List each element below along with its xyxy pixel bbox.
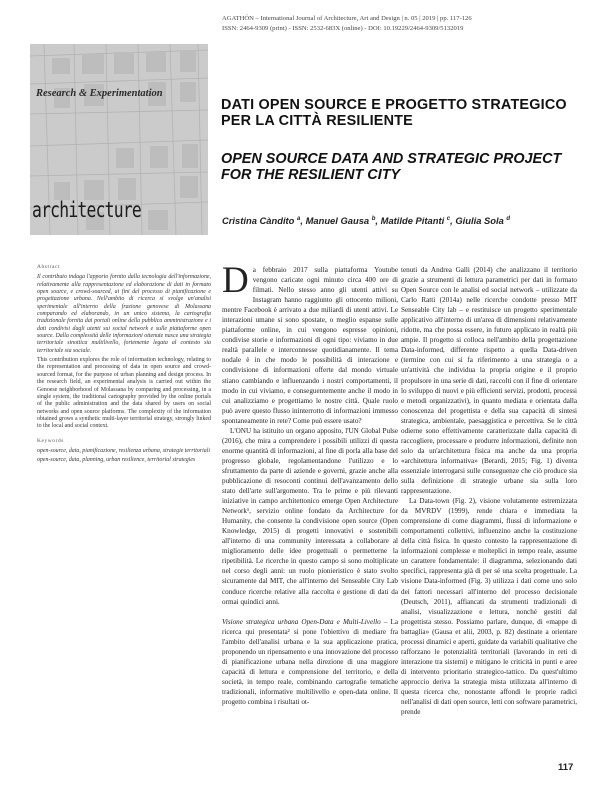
subsection-title: Visione strategica urbana Open-Data e Multi-Livello — [222, 617, 381, 626]
author-name: Giulia Sola — [455, 215, 504, 226]
author-name: Manuel Gausa — [305, 215, 370, 226]
author-affiliation: b — [371, 215, 376, 222]
section-label: Research & Experimentation — [36, 88, 163, 99]
author-affiliation: d — [506, 215, 511, 222]
body-paragraph: La Data-town (Fig. 2), visione volutamente estremizzata da MVRDV (1999), rende chiara e immediata la comprensione di come diagrammi, flussi di informazione e comportamenti collettivi, influenzino anche la costituzione della città fisica. In questo contesto la rappresentazione di informazioni complesse e molteplici in tempo reale, assume un carattere fondamentale: il diagramma, selezionando dati specifici, rappresenta già di per sé una scelta progettuale. La visione Data-informed (Fig. 3) utilizza i dati come uno solo dei fattori necessari all'interno del processo decisionale (Deutsch, 2011), affiancati da strumenti tradizionali di analisi, visualizzazione e lettura, nonché gestiti dal progettista stesso. Possiamo parlare, dunque, di «mappe di battaglia» (Gausa et alii, 2003, p. 82) destinate a orientare processi dinamici e aperti, guidate da variabili qualitative che rafforzano le potenzialità territoriali (lavorando in reti di interazione tra sistemi) e mitigano le criticità in punti e aree di intervento prioritario strategico-tattico. Da quest'ultimo approccio deriva la strategia mista utilizzata all'interno di questa ricerca che, nonostante affondi le proprie radici nell'analisi di dati open source, letti con software parametrici, prende — [401, 497, 577, 717]
keywords-italian: open-source, data, pianificazione, resilienza urbana, strategie territoriali — [37, 447, 210, 454]
page-number: 117 — [558, 762, 574, 773]
body-paragraph: L'ONU ha istituito un organo apposito, l'UN Global Pulse (2016), che mira a comprendere i possibili utilizzi di questa enorme quantità di informazioni, al fine di porla alla base del progresso globale, regolamentandone l'utilizzo e lo sfruttamento da parte di aziende e governi, grazie anche alla pubblicazione di resoconti continui dell'avanzamento dello stato dell'arte sull'argomento. Tra le prime e più rilevanti iniziative in campo architettonico emerge Open Architecture Network¹, servizio online fondato da Architecture for Humanity, che consente la condivisione open source (Open Knowledge, 2015) di progetti innovativi e sostenibili all'interno di una community interessata a collaborare al miglioramento delle idee progettuali o permetterne la ripetibilità. Le ricerche in questo campo si sono moltiplicate nel corso degli anni: un ruolo pionieristico è stato svolto sicuramente dal MIT, che all'interno del Senseable City Lab conduce ricerche relative alla raccolta e gestione di dati da ormai quindici anni. — [222, 426, 398, 606]
title-english: OPEN SOURCE DATA AND STRATEGIC PROJECT FOR THE RESILIENT CITY — [221, 151, 562, 183]
abstract-english: This contribution explores the role of information technology, relating to the representation and processing of data in open source and crowd-sourced format, for the purpose of urban planning and design process. In the research field, an experimental analysis is carried out within the Genoese neighborhood of Molassana by comparing and processing, in a single system, the traditional cartography provided by the online portals of the public administration and the data shared by users on social networks and open source platforms. The complexity of the information obtained grows a synthetic multi-layer territorial strategy, strongly linked to the local and social context. — [37, 357, 211, 430]
body-paragraph: Da febbraio 2017 sulla piattaforma Youtube vengono caricate ogni minuto circa 400 ore di filmati. Nello stesso anno gli utenti attivi su Instagram hanno raggiunto gli ottocento milioni, mentre Facebook è arrivato a due miliardi di utenti attivi. Le interazioni umane si sono spostate, o meglio espanse sulle piattaforme online, in cui vengono espresse opinioni, condivise storie e informazioni di ogni tipo: viviamo in due realtà parallele e interconnesse quotidianamente. Il tema nodale è in che modo le possibilità di interazione e condivisione di informazioni offerte dal mondo virtuale stiano cambiando e influenzando i nostri comportamenti, il modo in cui viviamo, e conseguentemente anche il modo in cui analizziamo e progettiamo le nostre città. Quale ruolo può avere questo flusso ininterrotto di informazioni immesso spontaneamente in rete? Come può essere usato? — [222, 260, 398, 425]
abstract-heading: Abstract — [37, 264, 61, 270]
keywords-english: open-source, data, planning, urban resilience, territorial strategies — [37, 457, 196, 464]
author-name: Matilde Pitanti — [380, 215, 445, 226]
journal-citation: AGATHÓN – International Journal of Architecture, Art and Design | n. 05 | 2019 | pp. 117-126 — [222, 15, 472, 22]
body-column-2 — [401, 265, 577, 717]
body-paragraph: Visione strategica urbana Open-Data e Multi-Livello – La ricerca qui presentata² si pone l'obiettivo di mediare fra l'ambito dell'analisi urbana e la sua applicazione pratica, proponendo un ripensamento e una innovazione del processo di pianificazione urbana nella direzione di una maggiore capacità di lettura e comprensione del territorio, e della società, in tempo reale, combinando cartografie tematiche tradizionali, informative multilivello e open-data online. Il progetto combina i risultati ot- — [222, 617, 398, 706]
author-affiliation: c — [446, 215, 451, 222]
keywords-heading: Keywords — [37, 437, 64, 444]
body-paragraph: tenuti da Andrea Galli (2014) che analizzano il territorio grazie a strumenti di lettura parametrici per dati in formato Open Source con le analisi ed social network – utilizzate da Carlo Ratti (2014a) nelle ricerche condotte presso MIT Senseable City lab – e restituisce un progetto sperimentale applicativo all'interno di un'area di dimensioni relativamente ridotte, ma che possa essere, in futuro applicato in realtà più ampie. Il progetto si colloca nell'ambito della progettazione Data-informed, differente rispetto a quella Data-driven (termine con cui si fa riferimento a una strategia o a un'attività che individua la propria origine e il proprio propulsore in una serie di dati, raccolti con il fine di orientare lo sviluppo di nuovi e più efficienti servizi, prodotti, processi e metodi organizzativi), in quanto mediata e orientata dalla conoscenza del progettista e della sua capacità di sintesi strategica, ambientale, paesaggistica e percettiva. Se le città odierne sono effettivamente caratterizzate dalla capacità di raccogliere, processare e produrre informazioni, definite non solo da un'architettura fisica ma anche da una propria «architettura informativa» (Berardi, 2015; Fig. 1) diventa essenziale interrogarsi sulle conseguenze che ciò produce sia sulla definizione di strategie urbane sia sulla loro rappresentazione. — [401, 266, 577, 496]
author-affiliation: a — [297, 215, 301, 222]
drop-cap: D — [222, 260, 249, 301]
category-word: architecture — [32, 198, 141, 222]
journal-header — [222, 14, 582, 33]
journal-issn-doi: ISSN: 2464-9309 (print) - ISSN: 2532-683X (online) - DOI: 10.19229/2464-9309/5132019 — [222, 24, 464, 32]
abstract-column — [37, 264, 211, 465]
body-column-1 — [222, 260, 398, 707]
title-italian: DATI OPEN SOURCE E PROGETTO STRATEGICO PER LA CITTÀ RESILIENTE — [221, 97, 567, 129]
author-list: Cristina Càndito $^a$, Manuel Gausa $^b$, Matilde Pitanti $^c$, Giulia Sola $^d$ — [222, 215, 511, 226]
abstract-italian: Il contributo indaga l'apporto fornito dalla tecnologia dell'informazione, relativamente alla rappresentazione ed elaborazione di dati in formato open source, e crowd-sourced, ai fini del processo di pianificazione e progettazione urbana. Nell'ambito di ricerca si svolge un'analisi sperimentale all'interno della frazione genovese di Molassana comparando ed elaborando, in un unico sistema, la cartografia tradizionale fornita dai portali online della pubblica amministrazione e i dati condivisi dagli utenti sui social network e sulle piattaforme open source. Dalla complessità delle informazioni ottenute nasce una strategia territoriale sinottica multilivello, fortemente legata al contesto sia territoriale sia sociale. — [37, 274, 211, 354]
author-name: Cristina Càndito — [222, 215, 295, 226]
